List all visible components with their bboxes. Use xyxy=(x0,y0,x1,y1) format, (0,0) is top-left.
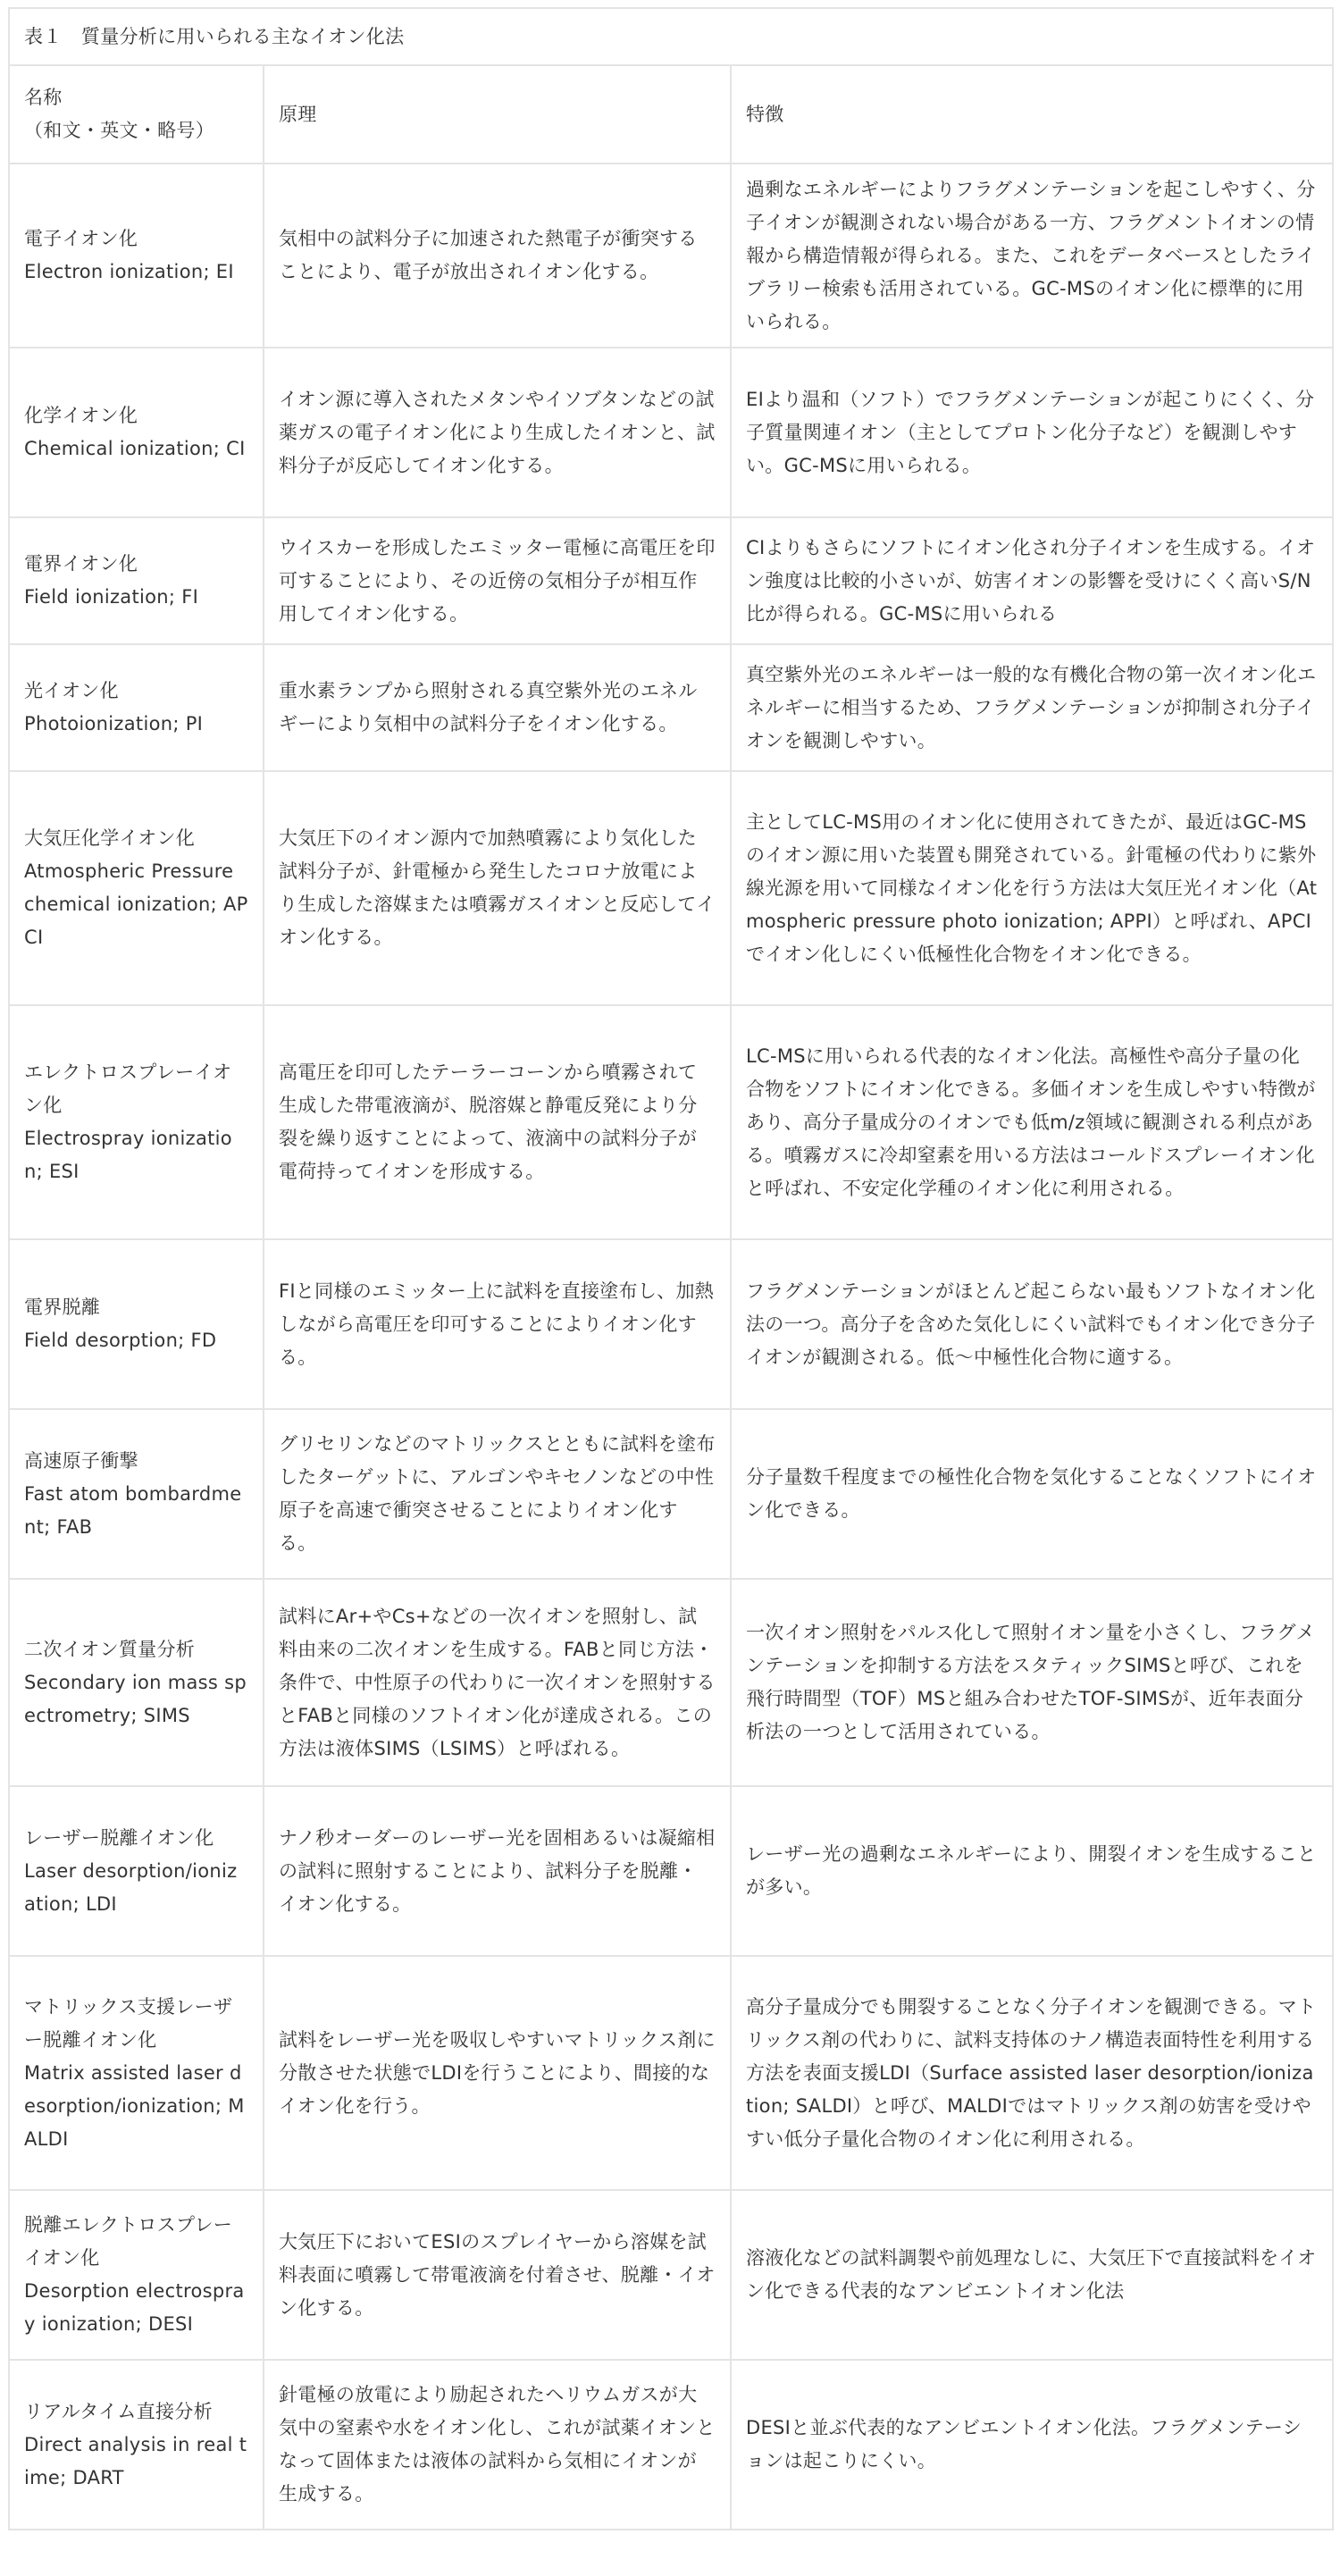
features-cell: 一次イオン照射をパルス化して照射イオン量を小さくし、フラグメンテーションを抑制する方法をスタティックSIMSと呼び、これを飛行時間型（TOF）MSと組み合わせたTOF-SIMSが、近年表面分析法の一つとして活用されている。 xyxy=(731,1579,1333,1786)
table-row xyxy=(9,1005,1333,1239)
method-name-en: Field desorption; FD xyxy=(24,1330,217,1351)
header-features: 特徴 xyxy=(731,65,1333,164)
features-cell: フラグメンテーションがほとんど起こらない最もソフトなイオン化法の一つ。高分子を含めた気化しにくい試料でもイオン化でき分子イオンが観測される。低～中極性化合物に適する。 xyxy=(731,1239,1333,1409)
method-name-ja: レーザー脱離イオン化 xyxy=(24,1826,214,1849)
method-name-cell xyxy=(9,348,264,517)
header-name xyxy=(9,65,264,164)
method-name-ja: エレクトロスプレーイオン化 xyxy=(24,1061,232,1116)
features-cell: CIよりもさらにソフトにイオン化され分子イオンを生成する。イオン強度は比較的小さいが、妨害イオンの影響を受けにくく高いS/N比が得られる。GC-MSに用いられる xyxy=(731,517,1333,644)
method-name-ja: 電界脱離 xyxy=(24,1296,101,1318)
table-row xyxy=(9,348,1333,517)
method-name-ja: 電子イオン化 xyxy=(24,228,138,249)
method-name-cell xyxy=(9,771,264,1005)
features-cell: 高分子量成分でも開裂することなく分子イオンを観測できる。マトリックス剤の代わりに、試料支持体のナノ構造表面特性を利用する方法を表面支援LDI（Surface assisted laser desorption/ionization; SALDI）と呼び、MALDIではマトリックス剤の妨害を受けやすい低分子量化合物のイオン化に利用される。 xyxy=(731,1956,1333,2190)
features-cell: 真空紫外光のエネルギーは一般的な有機化合物の第一次イオン化エネルギーに相当するため、フラグメンテーションが抑制され分子イオンを観測しやすい。 xyxy=(731,644,1333,771)
principle-cell: 重水素ランプから照射される真空紫外光のエネルギーにより気相中の試料分子をイオン化する。 xyxy=(264,644,731,771)
table-row xyxy=(9,1409,1333,1579)
method-name-cell xyxy=(9,1956,264,2190)
method-name-ja: 脱離エレクトロスプレーイオン化 xyxy=(24,2214,233,2269)
method-name-en: Field ionization; FI xyxy=(24,586,199,608)
table-row xyxy=(9,164,1333,348)
table-row xyxy=(9,644,1333,771)
features-cell: 溶液化などの試料調製や前処理なしに、大気圧下で直接試料をイオン化できる代表的なアンビエントイオン化法 xyxy=(731,2190,1333,2360)
method-name-en: Direct analysis in real time; DART xyxy=(24,2433,247,2488)
table-row xyxy=(9,1239,1333,1409)
ionization-methods-table xyxy=(8,7,1334,2530)
principle-cell: ウイスカーを形成したエミッター電極に高電圧を印可することにより、その近傍の気相分子が相互作用してイオン化する。 xyxy=(264,517,731,644)
principle-cell: 試料にAr+やCs+などの一次イオンを照射し、試料由来の二次イオンを生成する。FABと同じ方法・条件で、中性原子の代わりに一次イオンを照射するとFABと同様のソフトイオン化が達成される。この方法は液体SIMS（LSIMS）と呼ばれる。 xyxy=(264,1579,731,1786)
features-cell: レーザー光の過剰なエネルギーにより、開裂イオンを生成することが多い。 xyxy=(731,1786,1333,1956)
table-row xyxy=(9,1579,1333,1786)
principle-cell: 試料をレーザー光を吸収しやすいマトリックス剤に分散させた状態でLDIを行うことにより、間接的なイオン化を行う。 xyxy=(264,1956,731,2190)
principle-cell: グリセリンなどのマトリックスとともに試料を塗布したターゲットに、アルゴンやキセノンなどの中性原子を高速で衝突させることによりイオン化する。 xyxy=(264,1409,731,1579)
method-name-cell xyxy=(9,164,264,348)
method-name-en: Desorption electrospray ionization; DESI xyxy=(24,2280,245,2335)
method-name-cell xyxy=(9,517,264,644)
table-row xyxy=(9,2190,1333,2360)
features-cell: DESIと並ぶ代表的なアンビエントイオン化法。フラグメンテーションは起こりにくい。 xyxy=(731,2360,1333,2530)
principle-cell: ナノ秒オーダーのレーザー光を固相あるいは凝縮相の試料に照射することにより、試料分子を脱離・イオン化する。 xyxy=(264,1786,731,1956)
table-row xyxy=(9,771,1333,1005)
method-name-en: Electrospray ionization; ESI xyxy=(24,1128,232,1182)
table-caption-row xyxy=(9,8,1333,65)
features-cell: LC-MSに用いられる代表的なイオン化法。高極性や高分子量の化合物をソフトにイオン化できる。多価イオンを生成しやすい特徴があり、高分子量成分のイオンでも低m/z領域に観測される利点がある。噴霧ガスに冷却窒素を用いる方法はコールドスプレーイオン化と呼ばれ、不安定化学種のイオン化に利用される。 xyxy=(731,1005,1333,1239)
features-cell: EIより温和（ソフト）でフラグメンテーションが起こりにくく、分子質量関連イオン（主としてプロトン化分子など）を観測しやすい。GC-MSに用いられる。 xyxy=(731,348,1333,517)
table-row xyxy=(9,2360,1333,2530)
method-name-en: Electron ionization; EI xyxy=(24,261,234,282)
principle-cell: 大気圧下においてESIのスプレイヤーから溶媒を試料表面に噴霧して帯電液滴を付着させ、脱離・イオン化する。 xyxy=(264,2190,731,2360)
method-name-en: Photoionization; PI xyxy=(24,713,204,734)
principle-cell: FIと同様のエミッター上に試料を直接塗布し、加熱しながら高電圧を印可することによりイオン化する。 xyxy=(264,1239,731,1409)
method-name-cell xyxy=(9,1409,264,1579)
method-name-en: Matrix assisted laser desorption/ionization; MALDI xyxy=(24,2061,245,2150)
method-name-en: Laser desorption/ionization; LDI xyxy=(24,1859,238,1915)
method-name-cell xyxy=(9,2190,264,2360)
method-name-cell xyxy=(9,2360,264,2530)
method-name-ja: 電界イオン化 xyxy=(24,553,138,575)
header-principle: 原理 xyxy=(264,65,731,164)
method-name-ja: 大気圧化学イオン化 xyxy=(24,827,196,849)
principle-cell: 高電圧を印可したテーラーコーンから噴霧されて生成した帯電液滴が、脱溶媒と静電反発により分裂を繰り返すことによって、液滴中の試料分子が電荷持ってイオンを形成する。 xyxy=(264,1005,731,1239)
header-name-line2: （和文・英文・略号） xyxy=(24,120,214,141)
method-name-en: Chemical ionization; CI xyxy=(24,438,246,459)
method-name-ja: 光イオン化 xyxy=(24,680,119,701)
table-header-row xyxy=(9,65,1333,164)
method-name-cell xyxy=(9,1786,264,1956)
method-name-ja: マトリックス支援レーザー脱離イオン化 xyxy=(24,1995,233,2051)
principle-cell: 気相中の試料分子に加速された熱電子が衝突することにより、電子が放出されイオン化する。 xyxy=(264,164,731,348)
principle-cell: 針電極の放電により励起されたヘリウムガスが大気中の窒素や水をイオン化し、これが試薬イオンとなって固体または液体の試料から気相にイオンが生成する。 xyxy=(264,2360,731,2530)
method-name-cell xyxy=(9,1239,264,1409)
table-row xyxy=(9,517,1333,644)
principle-cell: イオン源に導入されたメタンやイソブタンなどの試薬ガスの電子イオン化により生成したイオンと、試料分子が反応してイオン化する。 xyxy=(264,348,731,517)
method-name-ja: 二次イオン質量分析 xyxy=(24,1638,196,1660)
method-name-en: Atmospheric Pressure chemical ionization; APCI xyxy=(24,860,248,948)
method-name-cell xyxy=(9,1005,264,1239)
method-name-ja: 化学イオン化 xyxy=(24,405,138,426)
features-cell: 主としてLC-MS用のイオン化に使用されてきたが、最近はGC-MS のイオン源に用いた装置も開発されている。針電極の代わりに紫外線光源を用いて同様なイオン化を行う方法は大気圧光イオン化（Atmospheric pressure photo ionization; APPI）と呼ばれ、APCIでイオン化しにくい低極性化合物をイオン化できる。 xyxy=(731,771,1333,1005)
method-name-ja: リアルタイム直接分析 xyxy=(24,2400,213,2422)
header-name-line1: 名称 xyxy=(24,87,63,108)
table-caption: 表１ 質量分析に用いられる主なイオン化法 xyxy=(9,8,1333,65)
principle-cell: 大気圧下のイオン源内で加熱噴霧により気化した試料分子が、針電極から発生したコロナ放電により生成した溶媒または噴霧ガスイオンと反応してイオン化する。 xyxy=(264,771,731,1005)
table-row xyxy=(9,1786,1333,1956)
method-name-en: Fast atom bombardment; FAB xyxy=(24,1482,242,1538)
method-name-cell xyxy=(9,644,264,771)
method-name-ja: 高速原子衝撃 xyxy=(24,1449,138,1472)
features-cell: 過剰なエネルギーによりフラグメンテーションを起こしやすく、分子イオンが観測されない場合がある一方、フラグメントイオンの情報から構造情報が得られる。また、これをデータベースとしたライブラリー検索も活用されている。GC-MSのイオン化に標準的に用いられる。 xyxy=(731,164,1333,348)
method-name-cell xyxy=(9,1579,264,1786)
table-row xyxy=(9,1956,1333,2190)
method-name-en: Secondary ion mass spectrometry; SIMS xyxy=(24,1671,247,1726)
features-cell: 分子量数千程度までの極性化合物を気化することなくソフトにイオン化できる。 xyxy=(731,1409,1333,1579)
